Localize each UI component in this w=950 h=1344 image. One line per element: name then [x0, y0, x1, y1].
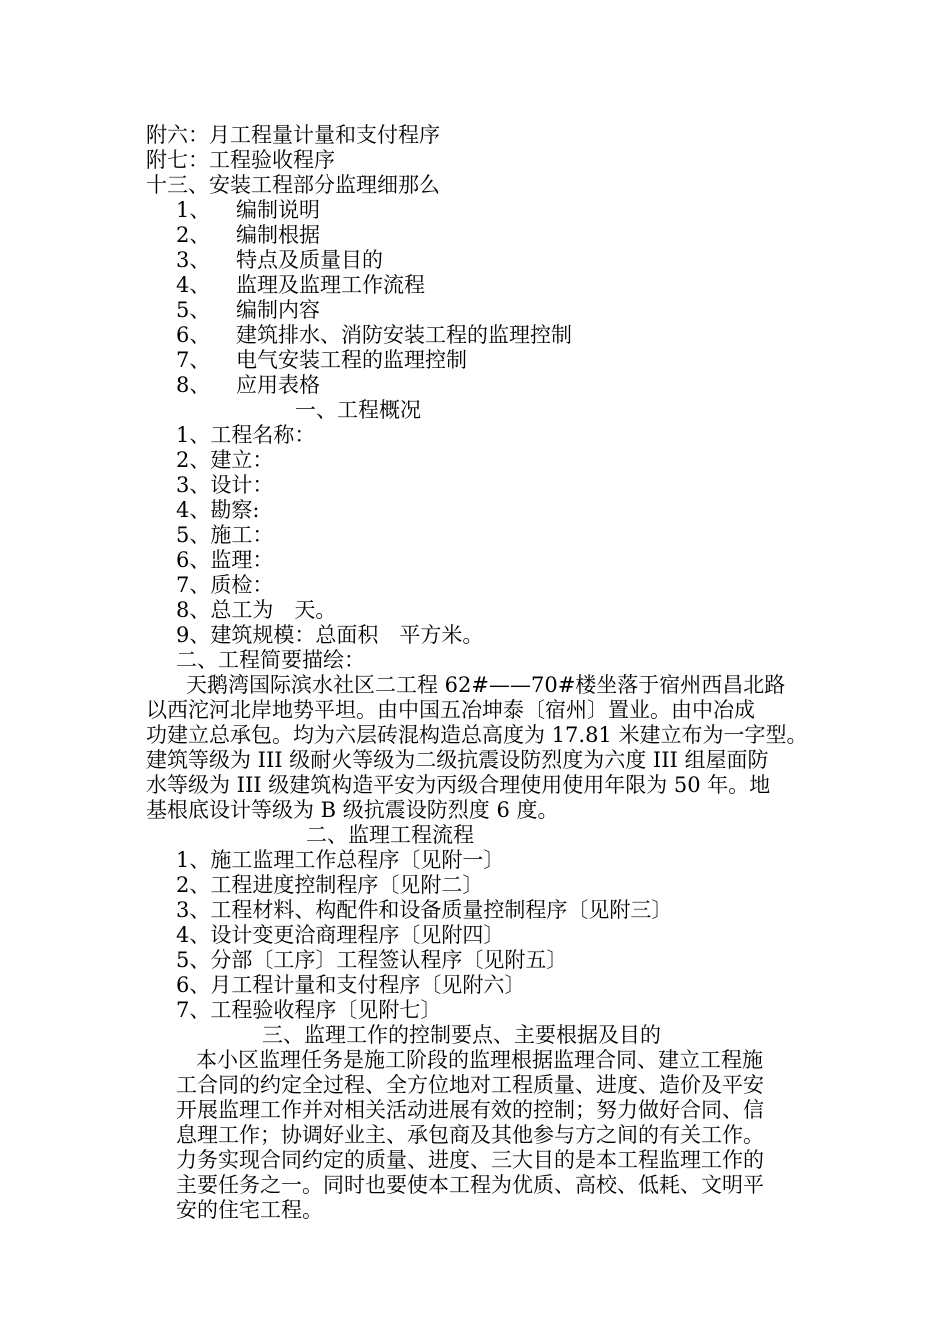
- list-item: 4、设计变更洽商理程序〔见附四〕: [176, 923, 505, 947]
- toc-item-number: 2、: [176, 223, 211, 247]
- paragraph-line: 安的住宅工程。: [176, 1198, 323, 1222]
- toc-item-number: 6、: [176, 323, 211, 347]
- list-item: 6、监理：: [176, 548, 274, 572]
- toc-item-text: 特点及质量目的: [236, 248, 383, 272]
- paragraph-line: 工合同的约定全过程、全方位地对工程质量、进度、造价及平安: [176, 1073, 764, 1097]
- section-heading: 二、工程简要描绘：: [176, 648, 365, 672]
- toc-item-number: 1、: [176, 198, 211, 222]
- annex-line: 附七：工程验收程序: [146, 148, 335, 172]
- paragraph-line: 水等级为 III 级建筑构造平安为丙级合理使用使用年限为 50 年。地: [146, 773, 771, 797]
- toc-item: [176, 248, 383, 273]
- chapter-heading: 十三、安装工程部分监理细那么: [146, 173, 440, 197]
- paragraph-line: 天鹅湾国际滨水社区二工程 62#——70#楼坐落于宿州西昌北路: [186, 673, 786, 697]
- list-item: 3、设计：: [176, 473, 274, 497]
- section-heading: 一、工程概况: [295, 398, 421, 422]
- list-item: 2、工程进度控制程序〔见附二〕: [176, 873, 484, 897]
- paragraph-line: 本小区监理任务是施工阶段的监理根据监理合同、建立工程施: [196, 1048, 763, 1072]
- paragraph-line: 主要任务之一。同时也要使本工程为优质、高校、低耗、文明平: [176, 1173, 764, 1197]
- toc-item-text: 编制内容: [236, 298, 320, 322]
- list-item: 9、建筑规模：总面积 平方米。: [176, 623, 484, 647]
- paragraph-line: 开展监理工作并对相关活动进展有效的控制；努力做好合同、信: [176, 1098, 764, 1122]
- list-item: 7、质检：: [176, 573, 274, 597]
- paragraph-line: 息理工作；协调好业主、承包商及其他参与方之间的有关工作。: [176, 1123, 764, 1147]
- list-item: 3、工程材料、构配件和设备质量控制程序〔见附三〕: [176, 898, 673, 922]
- toc-item-number: 3、: [176, 248, 211, 272]
- toc-item: [176, 198, 320, 223]
- toc-item: [176, 223, 320, 248]
- paragraph-line: 建筑等级为 III 级耐火等级为二级抗震设防烈度为六度 III 组屋面防: [146, 748, 769, 772]
- paragraph-line: 功建立总承包。均为六层砖混构造总高度为 17.81 米建立布为一字型。: [146, 723, 808, 747]
- section-heading: 二、监理工程流程: [306, 823, 474, 847]
- list-item: 6、月工程计量和支付程序〔见附六〕: [176, 973, 526, 997]
- toc-item: [176, 323, 572, 348]
- toc-item-number: 7、: [176, 348, 211, 372]
- list-item: 5、施工：: [176, 523, 274, 547]
- paragraph-line: 力务实现合同约定的质量、进度、三大目的是本工程监理工作的: [176, 1148, 764, 1172]
- toc-item-text: 编制说明: [236, 198, 320, 222]
- list-item: 7、工程验收程序〔见附七〕: [176, 998, 442, 1022]
- paragraph-line: 基根底设计等级为 B 级抗震设防烈度 6 度。: [146, 798, 559, 822]
- toc-item: [176, 273, 425, 298]
- paragraph-line: 以西沱河北岸地势平坦。由中国五冶坤泰〔宿州〕置业。由中冶成: [146, 698, 755, 722]
- toc-item: [176, 348, 467, 373]
- section-heading: 三、监理工作的控制要点、主要根据及目的: [262, 1023, 661, 1047]
- list-item: 5、分部〔工序〕工程签认程序〔见附五〕: [176, 948, 568, 972]
- toc-item-number: 5、: [176, 298, 211, 322]
- toc-item-text: 编制根据: [236, 223, 320, 247]
- toc-item-text: 电气安装工程的监理控制: [236, 348, 467, 372]
- toc-item-number: 8、: [176, 373, 211, 397]
- list-item: 1、施工监理工作总程序〔见附一〕: [176, 848, 505, 872]
- list-item: 4、勘察:: [176, 498, 260, 522]
- list-item: 8、总工为 天。: [176, 598, 337, 622]
- toc-item: [176, 373, 320, 398]
- toc-item-text: 应用表格: [236, 373, 320, 397]
- list-item: 1、工程名称：: [176, 423, 316, 447]
- annex-line: 附六：月工程量计量和支付程序: [146, 123, 440, 147]
- toc-item-number: 4、: [176, 273, 211, 297]
- toc-item-text: 建筑排水、消防安装工程的监理控制: [236, 323, 572, 347]
- toc-item-text: 监理及监理工作流程: [236, 273, 425, 297]
- list-item: 2、建立：: [176, 448, 274, 472]
- toc-item: [176, 298, 320, 323]
